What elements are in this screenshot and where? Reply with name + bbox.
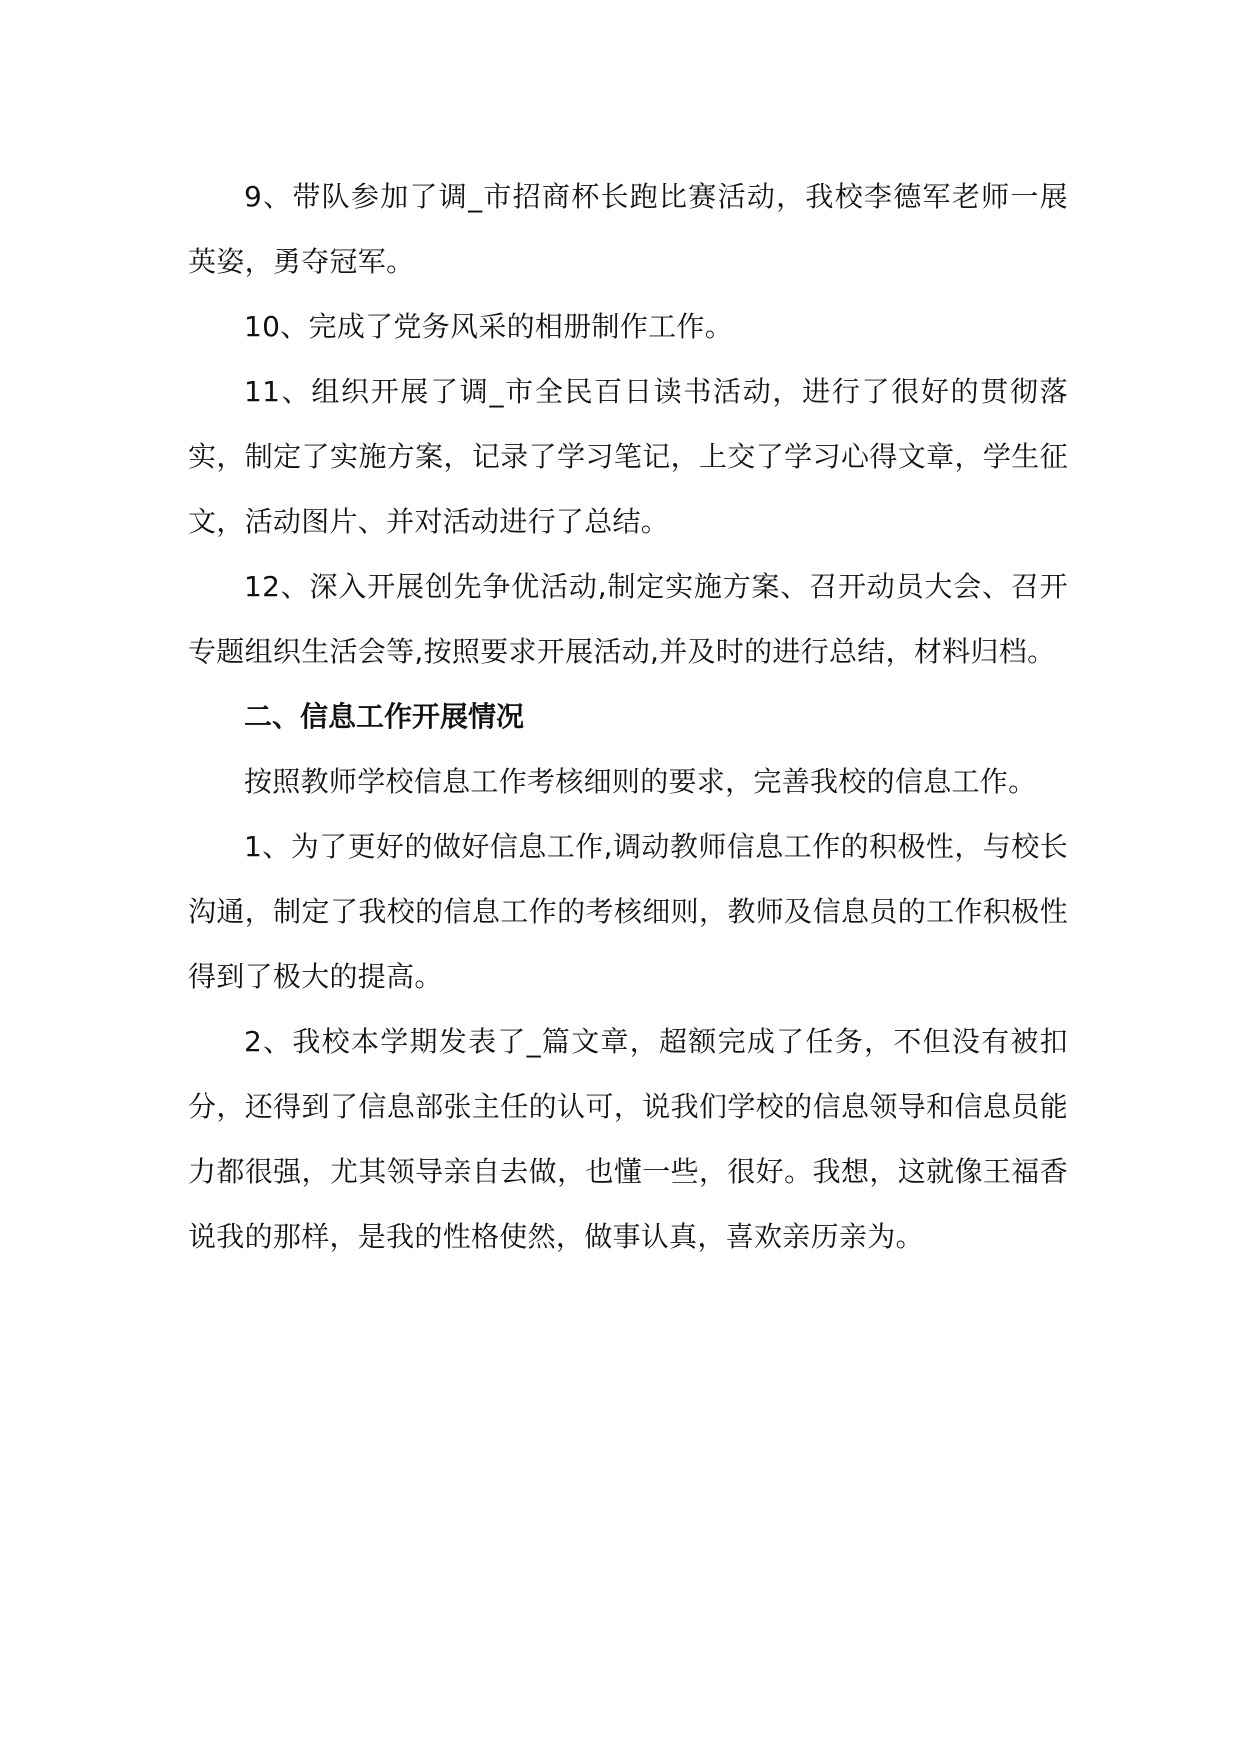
paragraph-intro: 按照教师学校信息工作考核细则的要求，完善我校的信息工作。 xyxy=(244,765,1037,798)
paragraph-item-2: 2、我校本学期发表了_篇文章，超额完成了任务，不但没有被扣分，还得到了信息部张主任的认可，说我们学校的信息领导和信息员能力都很强，尤其领导亲自去做，也懂一些，很好。我想，这就像王福香说我的那样，是我的性格使然，做事认真，喜欢亲历亲为。 xyxy=(188,1025,1068,1253)
paragraph-item-9: 9、带队参加了调_市招商杯长跑比赛活动，我校李德军老师一展英姿，勇夺冠军。 xyxy=(188,180,1068,278)
paragraph-item-10: 10、完成了党务风采的相册制作工作。 xyxy=(244,310,734,343)
section-heading: 二、信息工作开展情况 xyxy=(244,700,525,733)
paragraph-item-1: 1、为了更好的做好信息工作,调动教师信息工作的积极性，与校长沟通，制定了我校的信息工作的考核细则，教师及信息员的工作积极性得到了极大的提高。 xyxy=(188,830,1068,993)
document-page xyxy=(188,164,1068,1269)
paragraph-item-11: 11、组织开展了调_市全民百日读书活动，进行了很好的贯彻落实，制定了实施方案，记录了学习笔记，上交了学习心得文章，学生征文，活动图片、并对活动进行了总结。 xyxy=(188,375,1068,538)
paragraph-item-12: 12、深入开展创先争优活动,制定实施方案、召开动员大会、召开专题组织生活会等,按照要求开展活动,并及时的进行总结，材料归档。 xyxy=(188,570,1068,668)
